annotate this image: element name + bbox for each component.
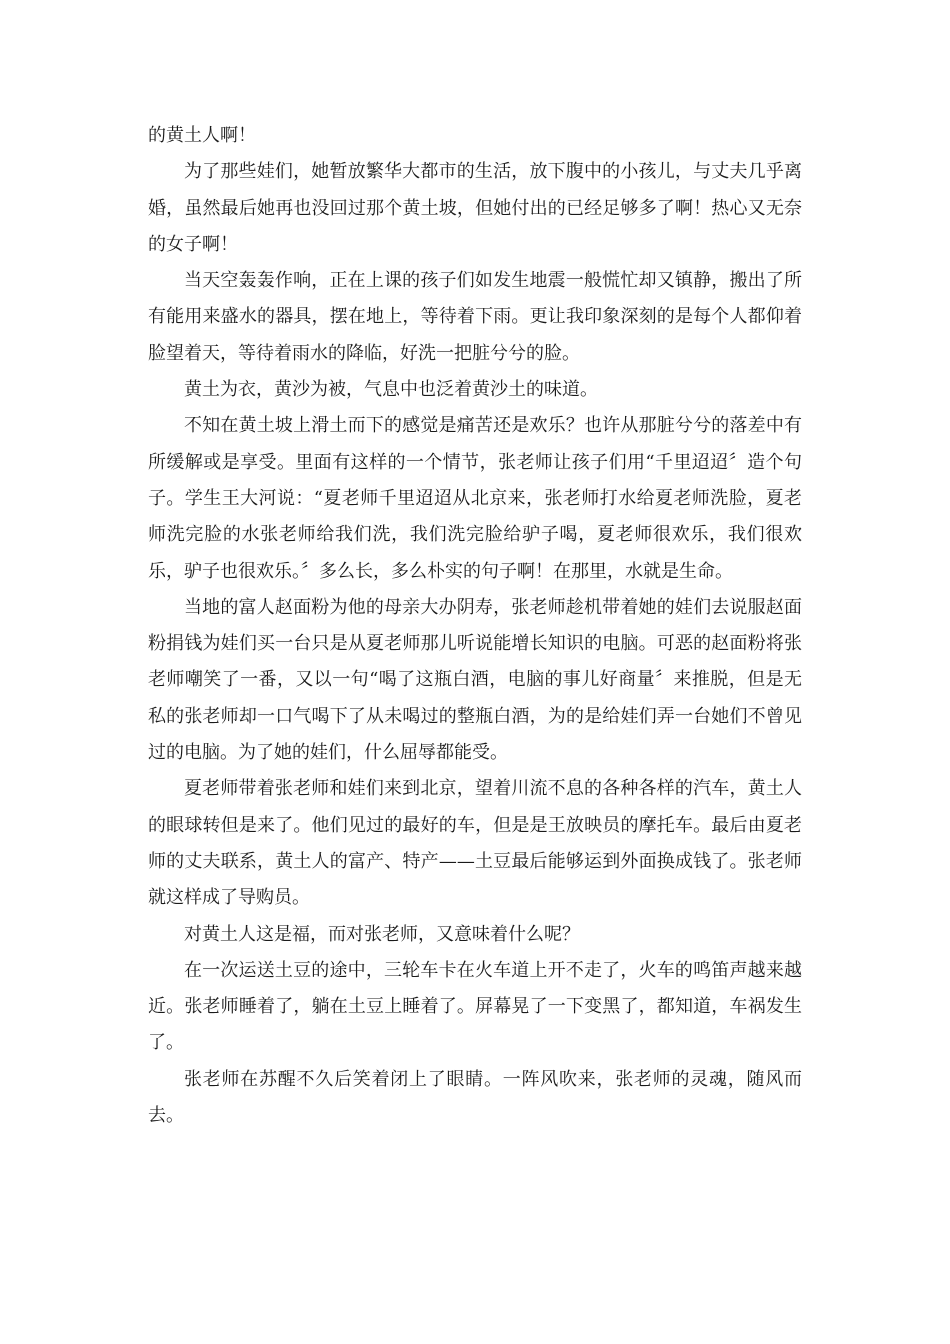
paragraph-8: 对黄土人这是福，而对张老师，又意味着什么呢？ [184,923,580,945]
paragraph-1: 的黄土人啊！ [148,125,256,146]
paragraph-7: 夏老师带着张老师和娃们来到北京，望着川流不息的各种各样的汽车，黄土人的眼球转但是来了。他们见过的最好的车，但是是王放映员的摩托车。最后由夏老师的丈夫联系，黄土人的富产、特产——土豆最后能够运到外面换成钱了。张老师就这样成了导购员。 [148,778,802,909]
paragraph-3: 当天空轰轰作响，正在上课的孩子们如发生地震一般慌忙却又镇静，搬出了所有能用来盛水的器具，摆在地上，等待着下雨。更让我印象深刻的是每个人都仰着脸望着天，等待着雨水的降临，好洗一把脏兮兮的脸。 [148,270,802,364]
paragraph-9: 在一次运送土豆的途中，三轮车卡在火车道上开不走了，火车的鸣笛声越来越近。张老师睡着了，躺在土豆上睡着了。屏幕晃了一下变黑了，都知道，车祸发生了。 [148,959,802,1054]
document-body [148,118,802,1134]
paragraph-10: 张老师在苏醒不久后笑着闭上了眼睛。一阵风吹来，张老师的灵魂，随风而去。 [148,1068,802,1127]
paragraph-6: 当地的富人赵面粉为他的母亲大办阴寿，张老师趁机带着她的娃们去说服赵面粉捐钱为娃们买一台只是从夏老师那儿听说能增长知识的电脑。可恶的赵面粉将张老师嘲笑了一番，又以一句“喝了这瓶白酒，电脑的事儿好商量〞来推脱，但是无私的张老师却一口气喝下了从未喝过的整瓶白酒，为的是给娃们弄一台她们不曾见过的电脑。为了她的娃们，什么屈辱都能受。 [148,596,802,764]
paragraph-2: 为了那些娃们，她暂放繁华大都市的生活，放下腹中的小孩儿，与丈夫几乎离婚，虽然最后她再也没回过那个黄土坡，但她付出的已经足够多了啊！热心又无奈的女子啊！ [148,161,802,255]
paragraph-4: 黄土为衣，黄沙为被，气息中也泛着黄沙土的味道。 [184,379,598,401]
paragraph-5: 不知在黄土坡上滑土而下的感觉是痛苦还是欢乐？也许从那脏兮兮的落差中有所缓解或是享受。里面有这样的一个情节，张老师让孩子们用“千里迢迢〞造个句子。学生王大河说：“夏老师千里迢迢从北京来，张老师打水给夏老师洗脸，夏老师洗完脸的水张老师给我们洗，我们洗完脸给驴子喝，夏老师很欢乐，我们很欢乐，驴子也很欢乐。〞多么长，多么朴实的句子啊！在那里，水就是生命。 [148,415,802,582]
